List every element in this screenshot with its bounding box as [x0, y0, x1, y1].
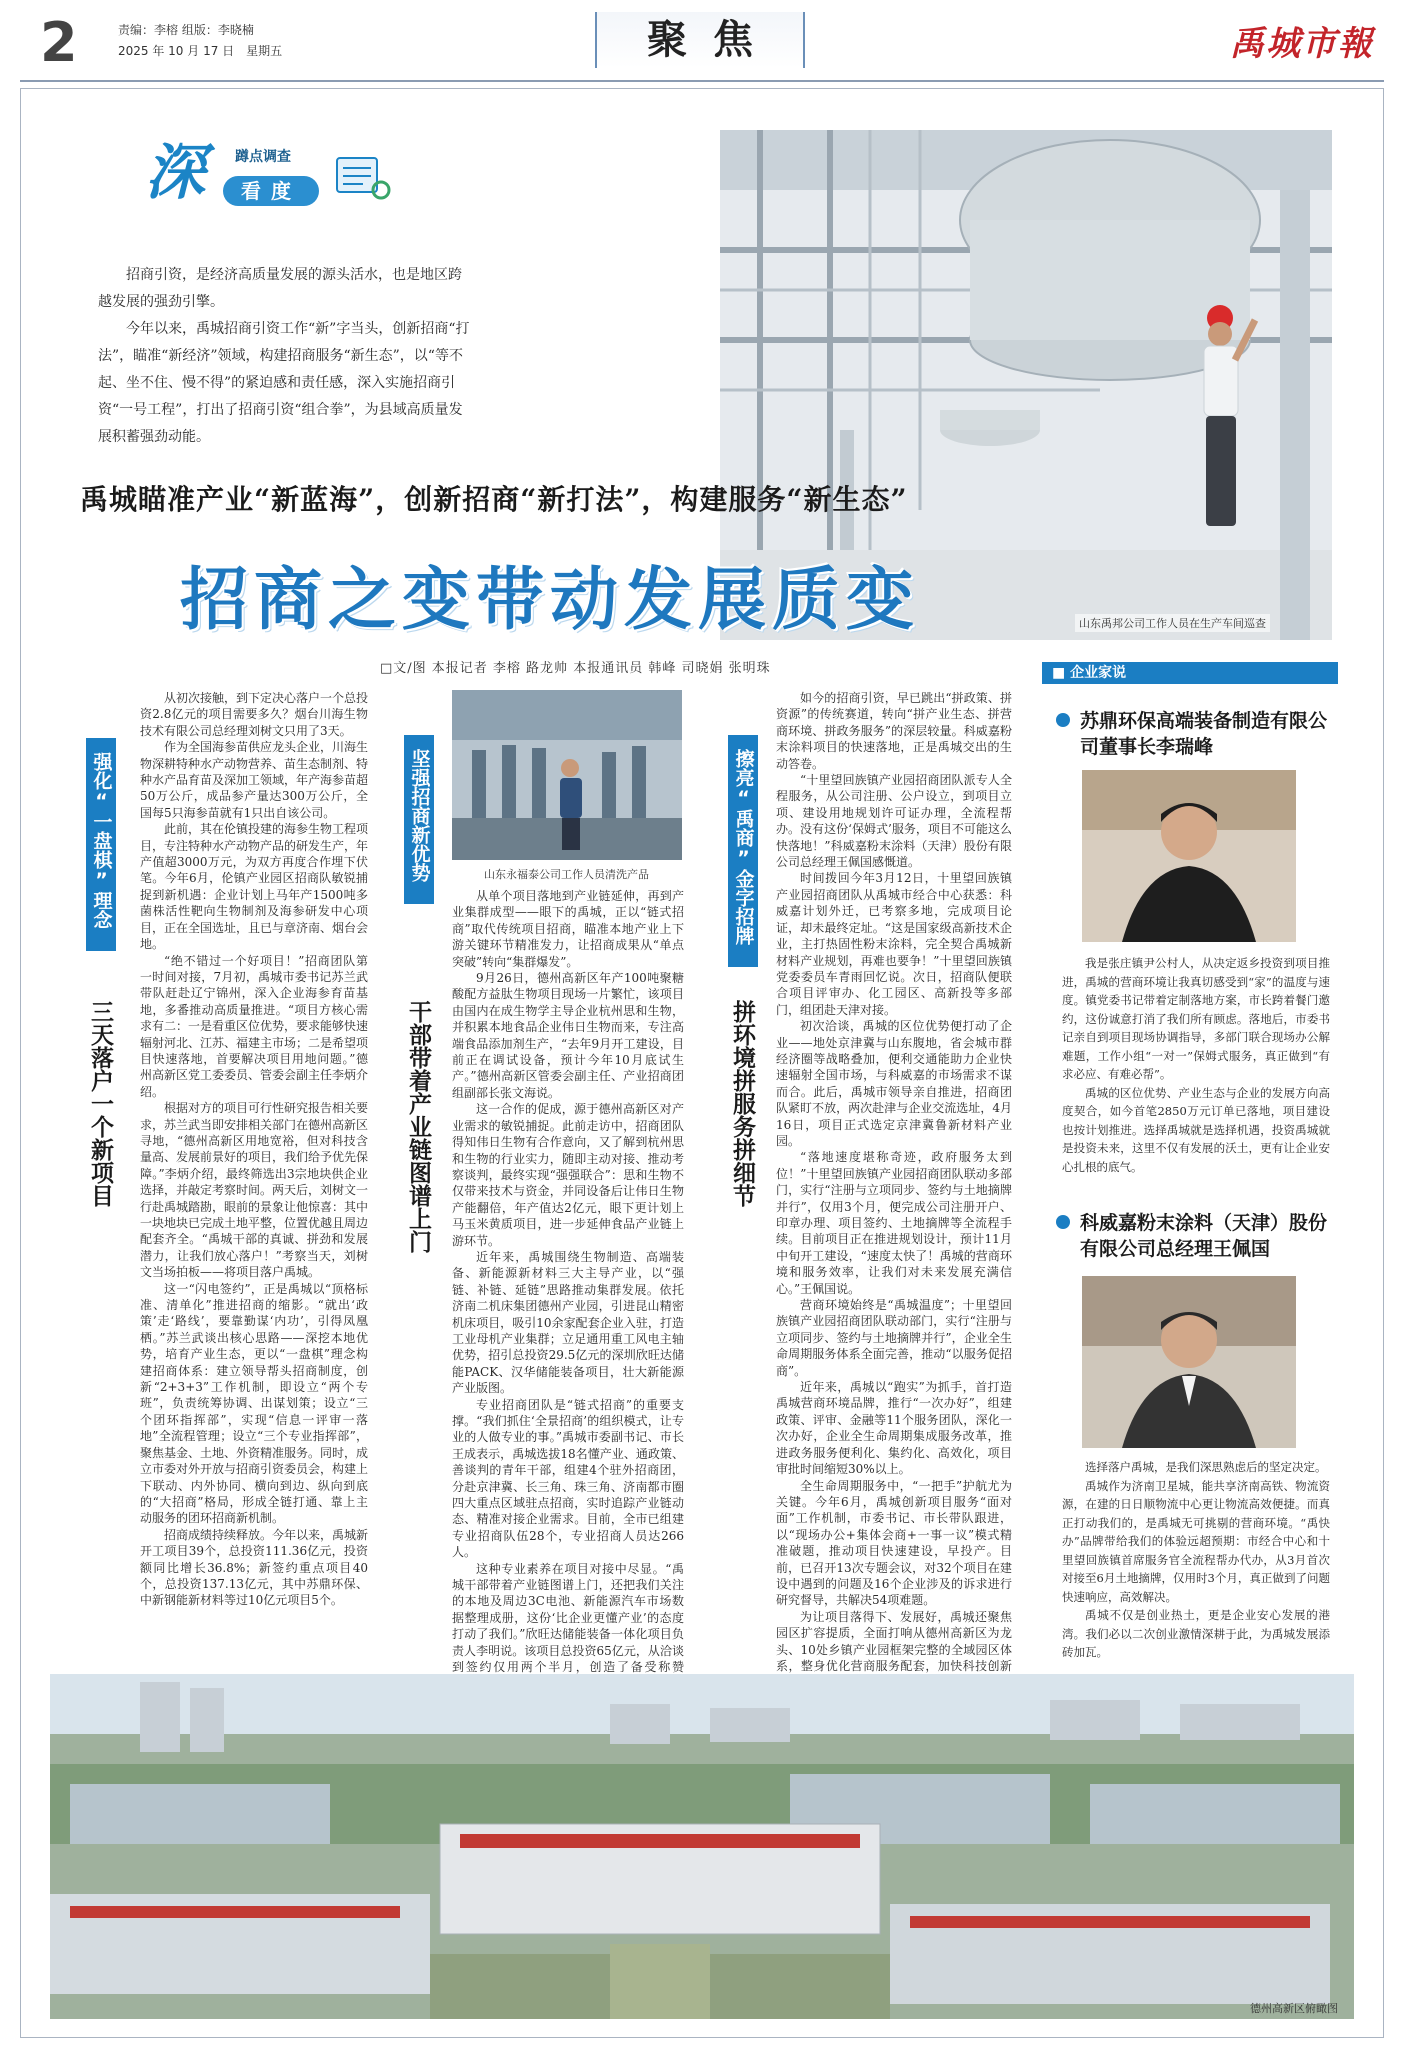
section-1-label-text: 强化“一盘棋”理念	[90, 752, 113, 929]
byline: □文/图 本报记者 李榕 路龙帅 本报通讯员 韩峰 司晓娟 张明珠	[380, 661, 771, 676]
section-3-title-text: 拼环境拼服务拼细节	[729, 1000, 755, 1207]
portrait-person-2	[1082, 1276, 1296, 1448]
person-1-name-text: 苏鼎环保高端装备制造有限公司董事长李瑞峰	[1080, 710, 1328, 758]
bullet-icon	[1056, 713, 1070, 727]
column-logo-subtitle: 蹲点调查	[235, 149, 291, 165]
portrait-photo	[1082, 1276, 1296, 1448]
paragraph: 专业招商团队是“链式招商”的重要支撑。“我们抓住‘全景招商’的组织模式，让专业的人做专业的事。”禹城市委副书记、市长王成表示，禹城选拔18名懂产业、通政策、善谈判的青年干部，组建4个驻外招商团，分赴京津冀、长三角、珠三角、济南都市圈四大重点区域驻点招商，实时追踪产业链动态、精准对接企业需求。目前，全市已组建专业招商队伍28个，专业招商人员达266人。	[452, 1397, 684, 1560]
quote-paragraph: 我是张庄镇尹公村人，从决定返乡投资到项目推进，禹城的营商环境让我真切感受到“家”的温度与速度。镇党委书记带着定制落地方案，市长跨着餐门邀约，这份诚意打消了我们所有顾虑。落地后，市委书记亲自到项目现场协调指导，多部门联合现场办公解难题，工作小组“一对一”保姆式服务，真正做到“有求必应、有难必帮”。	[1062, 956, 1330, 1081]
sidebar-person-1-name	[1056, 708, 1332, 760]
aerial-photo	[50, 1674, 1354, 2019]
headline: 招商之变带动发展质变	[180, 561, 921, 640]
article-column-3	[776, 690, 1012, 1673]
newspaper-icon	[333, 152, 393, 202]
section-2-label	[404, 735, 434, 904]
intro-paragraph: 今年以来，禹城招商引资工作“新”字当头，创新招商“打法”，瞄准“新经济”领域，构建招商服务“新生态”，以“等不起、坐不住、慢不得”的紧迫感和责任感，深入实施招商引资“一号工程”，打出了招商引资“组合拳”，为县域高质量发展积蓄强劲动能。	[98, 321, 470, 445]
aerial-city-scene	[50, 1674, 1354, 2019]
portrait-person-1	[1082, 770, 1296, 942]
paragraph: 为让项目落得下、发展好，禹城还聚焦园区扩容提质，全面打响从德州高新区为龙头、10处乡镇产业园框架完整的全域园区体系，整身优化营商服务配套，加快科技创新	[776, 1609, 1012, 1673]
paragraph: 作为全国海参苗供应龙头企业，川海生物深耕特种水产动物营养、苗生态制剂、特种水产品育苗及深加工领域，年产海参苗超50万公斤，成品参产量达300万公斤，全国每5只海参苗就有1只出自该公司。	[140, 740, 369, 820]
section-3-label-text: 擦亮“禹商”金字招牌	[732, 749, 755, 945]
header-divider	[20, 80, 1384, 82]
newspaper-name: 禹城市報	[1230, 24, 1374, 64]
section-3-title	[724, 1000, 760, 1215]
masthead	[0, 0, 1404, 82]
sidebar-person-2-quote	[1062, 1458, 1330, 1662]
section-2-label-text: 坚强招商新优势	[408, 749, 431, 882]
paragraph: 根据对方的项目可行性研究报告相关要求，苏兰武当即安排相关部门在德州高新区寻地，“德州高新区用地宽裕，但对科技含量高、发展前景好的项目，我们给予优先保障。”李炳介绍，最终筛选出3宗地块供企业选择，并敲定考察时间。两天后，刘树文一行赴禹城踏勘，眼前的景象让他惊喜：其中一块地块已完成土地平整，位置优越且周边配套齐全。“禹城干部的真诚、拼劲和发展潜力，让我们放心落户！”考察当天，刘树文当场拍板——将项目落户禹城。	[140, 1101, 369, 1280]
person-2-name-text: 科威嘉粉末涂料（天津）股份有限公司总经理王佩国	[1080, 1212, 1328, 1260]
paragraph: 从初次接触，到下定决心落户一个总投资2.8亿元的项目需要多久？烟台川海生物技术有限公司总经理刘树文只用了3天。	[140, 691, 369, 738]
sidebar-person-2-name	[1056, 1210, 1332, 1262]
paragraph: 近年来，禹城围绕生物制造、高端装备、新能源新材料三大主导产业，以“强链、补链、延链”思路推动集群发展。依托济南二机床集团德州产业园，引进昆山精密机床项目，吸引10余家配套企业入驻，打造工业母机产业集群；立足通用重工风电主轴优势，招引总投资29.5亿元的深圳欣旺达储能PACK、汉华储能装备项目，壮大新能源产业版图。	[452, 1249, 684, 1396]
column-photo-caption: 山东永福泰公司工作人员清洗产品	[484, 868, 649, 881]
workshop-scene	[452, 690, 682, 860]
paragraph: “绝不错过一个好项目！”招商团队第一时间对接，7月初，禹城市委书记苏兰武带队赶赴辽宁锦州，深入企业海参育苗基地，多番推动高质量推进。“项目方核心需求有二：一是看重区位优势，要求能够快速辐射河北、江苏、福建主市场；二是希望项目快速落地，首要解决项目用地问题。”德州高新区党工委委员、管委会副主任李炳介绍。	[140, 953, 369, 1099]
paragraph: 此前，其在伦镇投建的海参生物工程项目，专注特种水产动物产品的研发生产，年产值超3000万元，为双方再度合作埋下伏笔。今年6月，伦镇产业园区招商队敏锐捕捉到新机遇：企业计划上马年产1500吨多菌株活性靶向生物制剂及海参研发中心项目，正在全国选址，且已与章济南、烟台会地。	[140, 822, 369, 952]
section-3-label	[728, 735, 758, 967]
paragraph: 初次洽谈，禹城的区位优势便打动了企业——地处京津冀与山东腹地，省会城市群经济圈等战略叠加，便利交通能助力企业快速辐射全国市场，与科威嘉的市场需求不谋而合。此后，禹城市领导亲自推进，招商团队紧盯不放，两次赴津与企业交流选址，4月16日，项目正式选定京津冀鲁新材料产业园。	[776, 1019, 1012, 1148]
paragraph: “十里望回族镇产业园招商团队派专人全程服务，从公司注册、公户设立，到项目立项、建设用地规划许可证办理，全流程帮办。没有这份‘保姆式’服务，项目不可能这么快落地！”科威嘉粉末涂料（天津）股份有限公司总经理王佩国感慨道。	[776, 773, 1012, 870]
paragraph: 时间拨回今年3月12日，十里望回族镇产业园招商团队从禹城市经合中心获悉：科威嘉计划外迁，已考察多地，完成项目论证，却未最终定址。“这是国家级高新技术企业，主打热固性粉末涂料，完全契合禹城新材料产业规划，再难也要争！”十里望回族镇党委委员车青雨回忆说。次日，招商队便联合项目评审办、化工园区、高新投等多部门，组团赴天津对接。	[776, 871, 1012, 1017]
paragraph: 从单个项目落地到产业链延伸，再到产业集群成型——眼下的禹城，正以“链式招商”取代传统项目招商，瞄准本地产业上下游关键环节精准发力，让招商成果从“单点突破”转向“集群爆发”。	[452, 889, 684, 969]
column-logo	[145, 138, 395, 216]
issue-date: 2025 年 10 月 17 日 星期五	[118, 44, 283, 58]
paragraph: 营商环境始终是“禹城温度”；十里望回族镇产业园招商团队联动部门，实行“注册与立项同步、签约与土地摘牌并行”，企业全生命周期服务体系全面完善，推动“以服务促招商”。	[776, 1298, 1012, 1378]
subheadline: 禹城瞄准产业“新蓝海”，创新招商“新打法”，构建服务“新生态”	[80, 483, 908, 516]
sidebar-person-1-quote	[1062, 954, 1330, 1176]
aerial-photo-caption: 德州高新区俯瞰图	[1250, 2002, 1338, 2015]
intro-text	[98, 262, 473, 451]
paragraph: 这一合作的促成，源于德州高新区对产业需求的敏锐捕捉。此前走访中，招商团队得知伟日生物有合作意向，又了解到杭州思和生物的行业实力，随即主动对接、推动考察谈判，最终实现“强强联合”：思和生物不仅带来技术与资金，并同设备后让伟日生物产能翻倍，年产值达2亿元，眼下更计划上马玉米黄质项目，进一步延伸食品产业链上游环节。	[452, 1102, 684, 1248]
paragraph: 9月26日，德州高新区年产100吨聚糖酸配方益肽生物项目现场一片繁忙，该项目由国内在成生物学主导企业杭州思和生物，并积累本地食品企业伟日生物而来，专注高端食品添加剂生产，“去年9月开工建设，目前正在调试设备，预计今年10月底试生产。”德州高新区管委会副主任、产业招商团组副部长张文海说。	[452, 971, 684, 1100]
paragraph: 招商成绩持续释放。今年以来，禹城新开工项目39个，总投资111.36亿元，投资额同比增长36.8%；新签约重点项目40个，总投资137.13亿元，其中苏鼎环保、中新钢能新材料等过10亿元项目5个。	[140, 1527, 369, 1608]
intro-paragraph: 招商引资，是经济高质量发展的源头活水，也是地区跨越发展的强劲引擎。	[98, 267, 462, 310]
paragraph: 全生命周期服务中，“一把手”护航尤为关键。今年6月，禹城创新项目服务“面对面”工作机制，市委书记、市长带队跟进，以“现场办公+集体会商+一事一议”模式精准破题，推动项目快速建设，早投产。目前，已召开13次专题会议，对32个项目在建设中遇到的问题及16个企业涉及的诉求进行研究督导，共解决54项难题。	[776, 1478, 1012, 1608]
editors: 责编：李榕 组版：李晓楠	[118, 23, 254, 37]
entrepreneur-sidebar	[1042, 662, 1338, 1662]
column-logo-badge: 看度	[223, 176, 319, 206]
section-2-title-text: 干部带着产业链图谱上门	[405, 1000, 431, 1253]
portrait-photo	[1082, 770, 1296, 942]
paragraph: 这一“闪电签约”，正是禹城以“顶格标准、清单化”推进招商的缩影。“就出‘政策’走‘路线’，要靠勤谋‘内功’，引得凤凰栖。”苏兰武谈出核心思路——深挖本地优势，培育产业生态，更以“一盘棋”理念构建招商体系：建立领导帮头招商制度，创新“2+3+3”工作机制，即设立“两个专班”，负责统筹协调、出谋划策；设立“三个团环指挥部”，实现“信息一评审一落地”全流程管理；设立“三个专业指挥部”，聚焦基金、土地、外资精准服务。同时，成立市委对外开放与招商引资委员会，构建上下联动、内外协同、横向到边、纵向到底的“大招商”格局，形成全链打通、靠上主动服务的团环招商新机制。	[140, 1281, 369, 1526]
section-2-title	[400, 1000, 436, 1261]
section-title: 聚焦	[595, 12, 805, 68]
section-1-label	[86, 738, 116, 951]
column-photo	[452, 690, 682, 860]
banner-photo-caption: 山东禹邦公司工作人员在生产车间巡查	[1075, 614, 1270, 632]
page-number: 2	[40, 11, 78, 74]
quote-paragraph: 选择落户禹城，是我们深思熟虑后的坚定决定。	[1085, 1460, 1327, 1474]
paragraph: 这种专业素养在项目对接中尽显。“禹城干部带着产业链图谱上门，还把我们关注的本地及周边3C电池、新能源汽车市场数据整理成册，这份‘比企业更懂产业’的态度打动了我们。”欣旺达储能装备一体化项目负责人李明说。该项目总投资65亿元，从洽谈到签约仅用两个半月，创造了备受称赞	[452, 1561, 684, 1675]
paragraph: 近年来，禹城以“跑实”为抓手，首打造禹城营商环境品牌，推行“一次办好”，组建政策、评审、金融等11个服务团队，深化一次办好，企业全生命周期集成服务改革，推进政务服务便利化、集约化、高效化，项目审批时间缩短30%以上。	[776, 1380, 1012, 1477]
article-column-2	[452, 888, 684, 1675]
sidebar-header: ■ 企业家说	[1042, 662, 1338, 684]
quote-paragraph: 禹城的区位优势、产业生态与企业的发展方向高度契合，如今首笔2850万元订单已落地，项目建设也按计划推进。选择禹城就是选择机遇，投资禹城就是投资未来，这里不仅有发展的沃土，更有让企业安心扎根的底气。	[1062, 1085, 1330, 1174]
page-meta	[118, 20, 282, 62]
section-1-title-text: 三天落户一个新项目	[87, 1000, 113, 1207]
section-1-title	[82, 1000, 118, 1215]
paragraph: 如今的招商引资，早已跳出“拼政策、拼资源”的传统赛道，转向“拼产业生态、拼营商环境、拼政务服务”的深层较量。科威嘉粉末涂料项目的快速落地，正是禹城交出的生动答卷。	[776, 691, 1012, 771]
quote-paragraph: 禹城不仅是创业热土，更是企业安心发展的港湾。我们必以二次创业激情深耕于此，为禹城发展添砖加瓦。	[1062, 1608, 1330, 1659]
column-logo-char: 深	[145, 138, 205, 208]
paragraph: “落地速度堪称奇迹，政府服务太到位！”十里望回族镇产业园招商团队联动多部门，实行“注册与立项同步、签约与土地摘牌并行”，仅用3个月，便完成公司注册开户、印章办理、项目签约、土地摘牌等全流程手续。目前项目正在推进规划设计，预计11月中旬开工建设，“速度太快了！禹城的营商环境和服务效率，让我们对未来发展充满信心。”王佩国说。	[776, 1150, 1012, 1296]
article-column-1	[140, 690, 368, 1640]
quote-paragraph: 禹城作为济南卫星城，能共享济南高铁、物流资源，在建的日日顺物流中心更让物流高效便捷。而真正打动我们的，是禹城无可挑剔的营商环境。“禹快办”品牌带给我们的体验远超预期：市经合中心和十里望回族镇首席服务官全流程帮办代办，从3月首次对接至6月土地摘牌，仅用时3个月，真正做到了问题快速响应，高效解决。	[1062, 1478, 1330, 1604]
bullet-icon	[1056, 1215, 1070, 1229]
